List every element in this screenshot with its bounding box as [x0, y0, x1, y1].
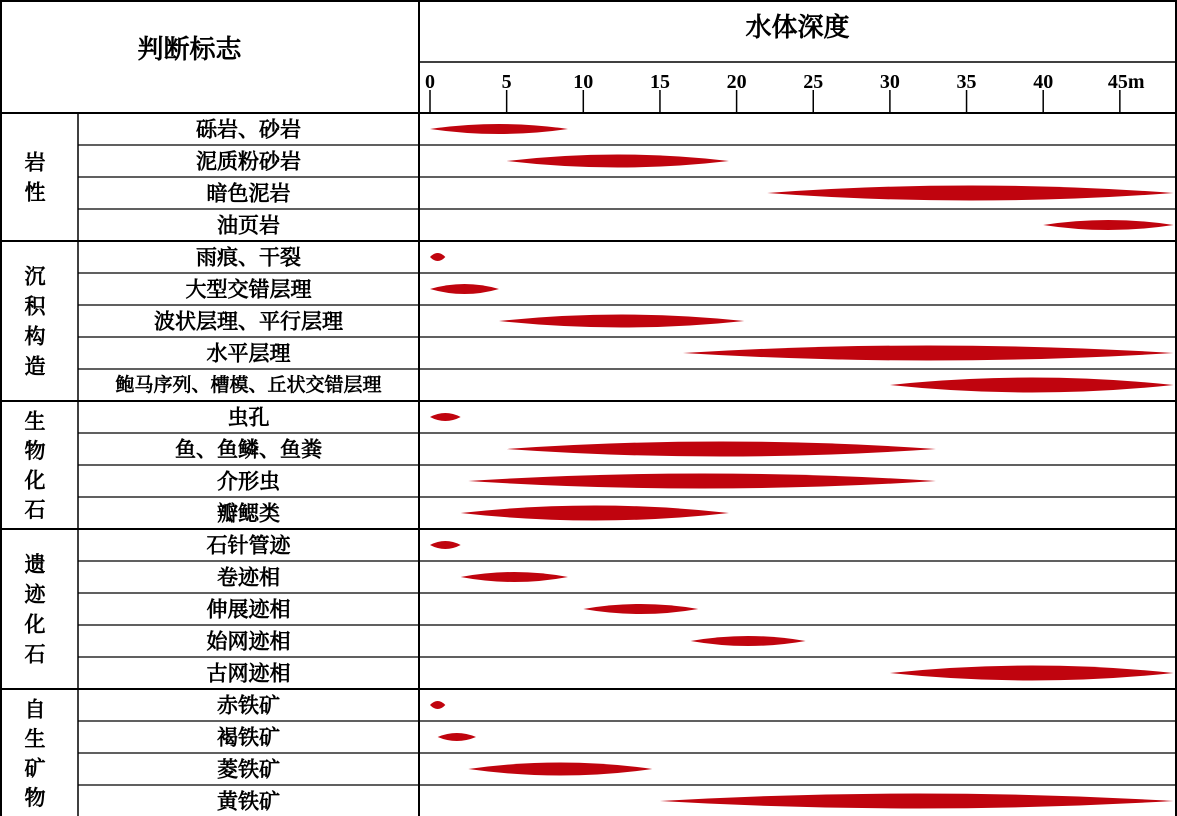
range-bar [583, 604, 698, 614]
row-label: 大型交错层理 [185, 276, 312, 302]
row-label: 古网迹相 [206, 660, 291, 686]
row-label: 褐铁矿 [217, 724, 280, 750]
tick-label: 45m [1107, 71, 1145, 93]
range-bar [430, 541, 461, 549]
row-label: 卷迹相 [217, 564, 280, 590]
group-label-char: 遗 [24, 551, 46, 577]
row-label: 暗色泥岩 [206, 180, 291, 206]
group-label-char: 沉 [24, 263, 46, 289]
range-bar [507, 442, 936, 457]
row-label: 伸展迹相 [206, 596, 291, 622]
row-label: 虫孔 [227, 404, 270, 430]
row-label: 始网迹相 [206, 628, 291, 654]
row-label: 鱼、鱼鳞、鱼粪 [175, 436, 322, 462]
range-bar [767, 186, 1173, 201]
group-label-char: 岩 [24, 149, 46, 175]
group-label-char: 石 [24, 496, 46, 522]
row-label: 石针管迹 [206, 532, 291, 558]
tick-label: 25 [803, 71, 824, 93]
range-bar [438, 733, 476, 741]
row-label: 波状层理、平行层理 [154, 308, 343, 334]
group-label-char: 构 [24, 323, 46, 349]
range-bar [468, 474, 936, 489]
range-bar [683, 346, 1174, 361]
axis-title: 水体深度 [745, 13, 850, 43]
group-label-char: 物 [24, 437, 46, 463]
range-bar [430, 253, 445, 261]
row-label: 赤铁矿 [217, 692, 280, 718]
row-label: 鲍马序列、槽模、丘状交错层理 [115, 374, 382, 396]
group-label-char: 积 [24, 293, 46, 319]
group-label-char: 石 [24, 641, 46, 667]
tick-label: 10 [573, 71, 594, 93]
range-bar [691, 636, 806, 646]
range-bar [461, 572, 568, 582]
group-label-char: 迹 [24, 581, 46, 607]
row-label: 雨痕、干裂 [196, 244, 301, 270]
table-frame [1, 1, 1176, 816]
row-label: 油页岩 [217, 212, 280, 238]
tick-label: 30 [879, 71, 900, 93]
range-bar [461, 506, 729, 521]
range-bar [430, 701, 445, 709]
row-label: 泥质粉砂岩 [196, 148, 301, 174]
group-label-char: 物 [24, 784, 46, 810]
group-label-char: 化 [24, 467, 46, 493]
row-label: 水平层理 [206, 340, 291, 366]
group-label-char: 自 [24, 696, 46, 722]
range-bar [468, 763, 652, 776]
range-bar [499, 315, 744, 328]
row-label: 菱铁矿 [217, 756, 280, 782]
group-label-char: 生 [24, 408, 46, 434]
group-label-char: 造 [24, 353, 46, 379]
range-bar [430, 413, 461, 421]
range-bar [430, 124, 568, 134]
range-bar [507, 155, 729, 168]
row-label: 砾岩、砂岩 [196, 116, 301, 142]
row-label: 黄铁矿 [217, 788, 280, 814]
tick-label: 0 [425, 71, 435, 93]
tick-label: 20 [726, 71, 747, 93]
group-label-char: 生 [24, 725, 46, 751]
group-label-char: 矿 [24, 755, 46, 781]
range-bar [1043, 220, 1173, 230]
row-label: 瓣鳃类 [217, 500, 280, 526]
group-label-char: 化 [24, 611, 46, 637]
range-bar [890, 666, 1174, 681]
range-bar [430, 284, 499, 294]
range-bar [890, 378, 1174, 393]
tick-label: 35 [956, 71, 977, 93]
group-label-char: 性 [24, 179, 46, 205]
tick-label: 15 [649, 71, 670, 93]
row-header-title: 判断标志 [137, 35, 242, 65]
tick-label: 5 [501, 71, 512, 93]
range-bar [660, 794, 1174, 809]
row-label: 介形虫 [217, 468, 280, 494]
tick-label: 40 [1033, 71, 1054, 93]
